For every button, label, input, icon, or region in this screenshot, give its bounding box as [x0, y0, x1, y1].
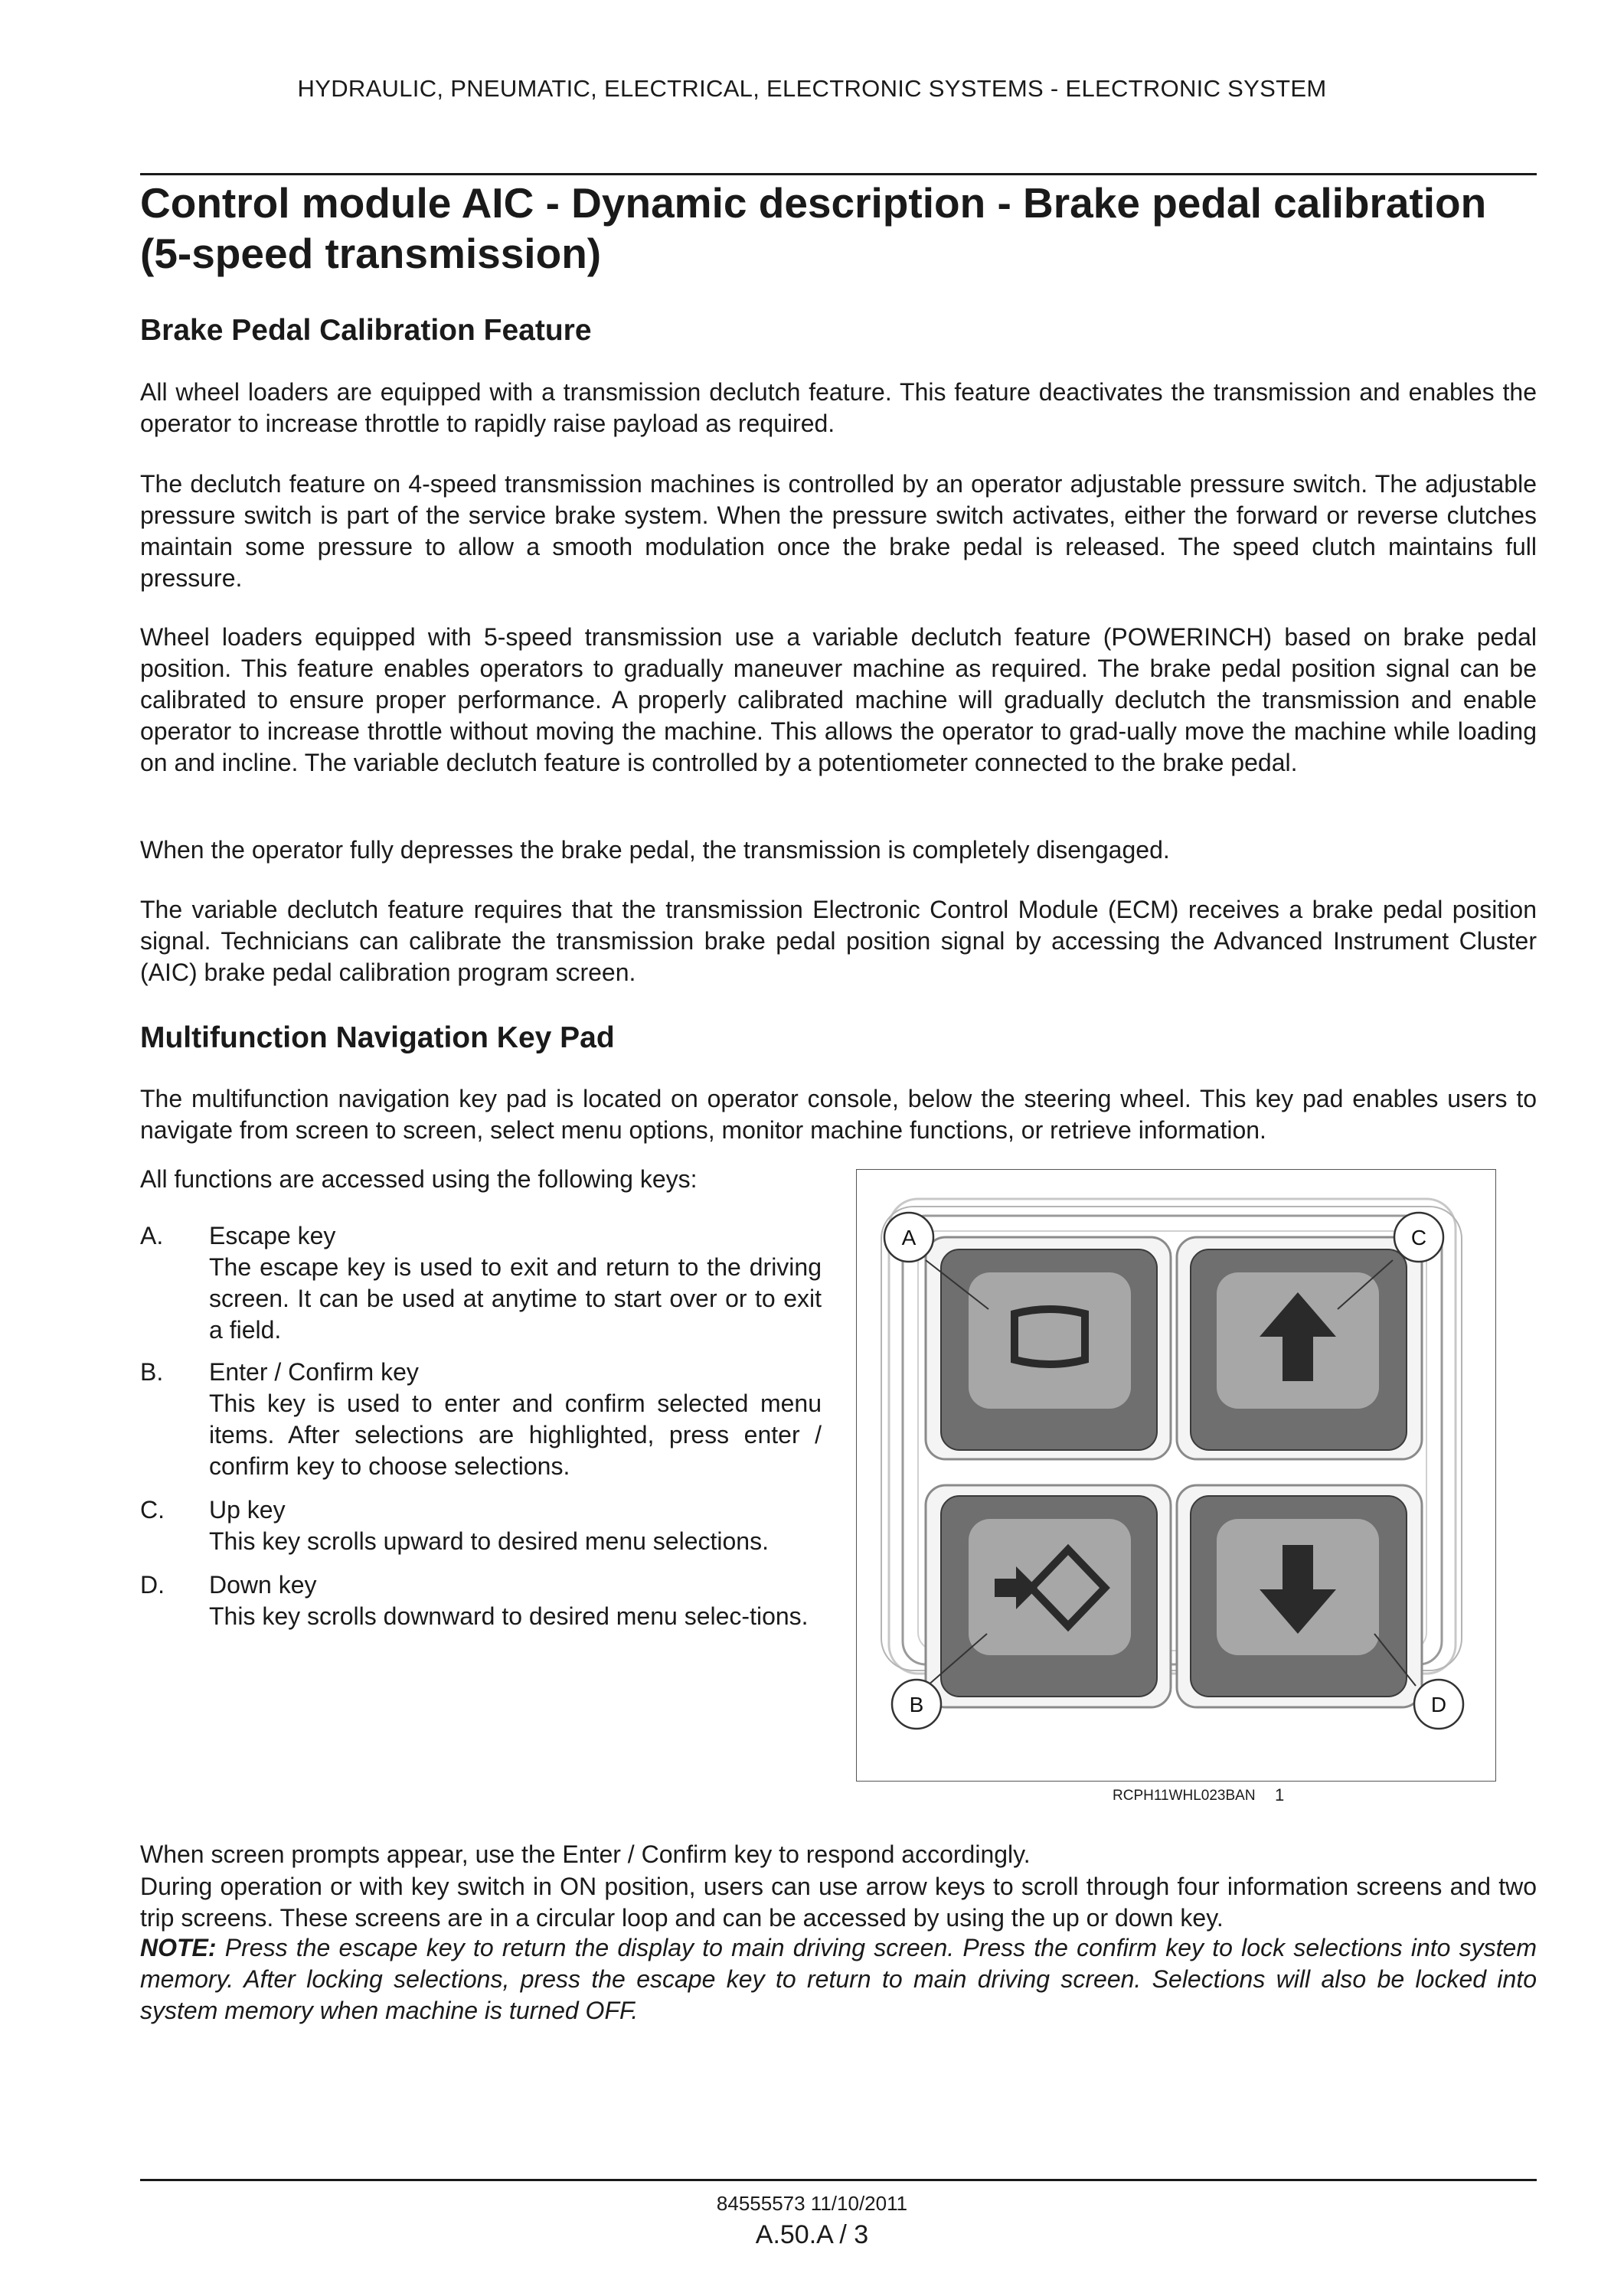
footer-rule	[140, 2179, 1537, 2181]
callout-a-label: A	[901, 1226, 917, 1249]
page-title-line-1: Control module AIC - Dynamic description - Brake pedal calibration	[140, 179, 1487, 227]
keypad-figure	[856, 1169, 1496, 1782]
note-text: Press the escape key to return the display to main driving screen. Press the confirm key to lock selections into system memory. After locking selections, press the escape key to return to main driving screen. Selections will also be locked into system memory when machine is turned OFF.	[140, 1934, 1537, 2024]
paragraph: All wheel loaders are equipped with a transmission declutch feature. This feature deactivates the transmission and enables the operator to increase throttle to rapidly raise payload as required.	[140, 378, 1537, 437]
paragraph: The multifunction navigation key pad is located on operator console, below the steering wheel. This key pad enables users to navigate from screen to screen, select menu options, monitor machine functions, or retrieve information.	[140, 1085, 1537, 1144]
list-letter: B.	[140, 1358, 164, 1386]
keypad-illustration	[857, 1170, 1497, 1782]
page-number: A.50.A / 3	[755, 2220, 869, 2249]
figure-number: 1	[1275, 1785, 1285, 1804]
paragraph: The declutch feature on 4-speed transmission machines is controlled by an operator adjustable pressure switch. The adjustable pressure switch is part of the service brake system. When the pressure switch activates, either the forward or reverse clutches maintain some pressure to allow a smooth modulation once the brake pedal is released. The speed clutch maintains full pressure.	[140, 470, 1537, 592]
callout-b-label: B	[909, 1693, 924, 1716]
figure-caption: RCPH11WHL023BAN	[1113, 1788, 1256, 1804]
paragraph: During operation or with key switch in ON position, users can use arrow keys to scroll through four information screens and two trip screens. These screens are in a circular loop and can be accessed by using the up or down key.	[140, 1873, 1537, 1932]
list-letter: D.	[140, 1571, 165, 1599]
key-description: This key is used to enter and confirm selected menu items. After selections are highlighted, press enter / confirm key to choose selections.	[209, 1390, 822, 1480]
page-title	[140, 178, 1549, 279]
list-intro: All functions are accessed using the following keys:	[140, 1165, 698, 1193]
section-heading-brake-pedal: Brake Pedal Calibration Feature	[140, 314, 592, 347]
list-letter: A.	[140, 1222, 164, 1249]
key-name: Down key	[209, 1571, 317, 1599]
running-header: HYDRAULIC, PNEUMATIC, ELECTRICAL, ELECTRONIC SYSTEMS - ELECTRONIC SYSTEM	[297, 75, 1327, 102]
section-heading-keypad: Multifunction Navigation Key Pad	[140, 1021, 615, 1054]
key-name: Enter / Confirm key	[209, 1358, 419, 1386]
key-description: This key scrolls upward to desired menu selections.	[209, 1527, 769, 1555]
paragraph: When screen prompts appear, use the Enter / Confirm key to respond accordingly.	[140, 1840, 1031, 1868]
note-block	[140, 1932, 1537, 2027]
footer-document-id: 84555573 11/10/2011	[716, 2192, 908, 2215]
key-description: This key scrolls downward to desired menu selec-tions.	[209, 1602, 809, 1630]
key-name: Up key	[209, 1496, 286, 1524]
paragraph: When the operator fully depresses the brake pedal, the transmission is completely disengaged.	[140, 836, 1170, 864]
paragraph: Wheel loaders equipped with 5-speed transmission use a variable declutch feature (POWERINCH) based on brake pedal position. This feature enables operators to gradually maneuver machine as required. The brake pedal position signal can be calibrated to ensure proper performance. A properly calibrated machine will gradually declutch the transmission and enable operator to increase throttle without moving the machine. This allows the operator to grad-ually move the machine while loading on and incline. The variable declutch feature is controlled by a potentiometer connected to the brake pedal.	[140, 623, 1537, 776]
callout-d-label: D	[1430, 1693, 1447, 1716]
key-description: The escape key is used to exit and return to the driving screen. It can be used at anytime to start over or to exit a field.	[209, 1253, 822, 1344]
callout-c-label: C	[1410, 1226, 1427, 1249]
page-title-line-2: (5-speed transmission)	[140, 230, 602, 277]
list-letter: C.	[140, 1496, 165, 1524]
note-label: NOTE:	[140, 1934, 217, 1961]
key-name: Escape key	[209, 1222, 336, 1249]
title-rule	[140, 173, 1537, 175]
paragraph: The variable declutch feature requires that the transmission Electronic Control Module (ECM) receives a brake pedal position signal. Technicians can calibrate the transmission brake pedal position signal by accessing the Advanced Instrument Cluster (AIC) brake pedal calibration program screen.	[140, 896, 1537, 986]
